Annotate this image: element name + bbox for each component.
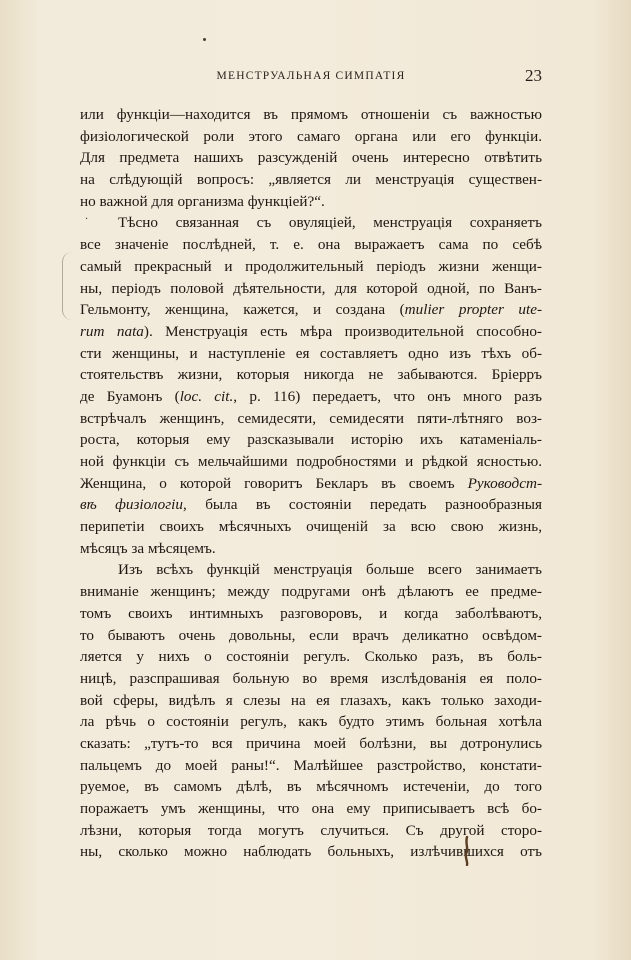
text-segment: Женщина, о которой говоритъ Бекларъ въ своемъ [80, 474, 468, 492]
text-line: все значеніе послѣдней, т. е. она выражаетъ сама по себѣ [80, 236, 542, 254]
text-line: мѣсяцъ за мѣсяцемъ. [80, 539, 216, 557]
margin-dot: · [85, 214, 89, 225]
text-segment: , р. 116) передаетъ, что онъ много разъ [233, 387, 542, 405]
text-line: ницѣ, разспрашивая больную во время изслѣдованія ея поло- [80, 669, 542, 687]
text-line: перипетіи своихъ мѣсячныхъ очищеній за всю свою жизнь, [80, 518, 542, 536]
text-line: ны, періодъ половой дѣятельности, для которой одной, по Ванъ- [80, 279, 542, 297]
text-line [80, 299, 542, 321]
text-line: пальцемъ до моей раны!“. Малѣйшее разстройство, констати- [80, 756, 542, 774]
text-line: Для предмета нашихъ разсужденій очень интересно отвѣтить [80, 149, 542, 167]
page-number: 23 [525, 66, 542, 85]
text-line: встрѣчалъ женщинъ, семидесяти, семидесяти пяти-лѣтняго воз- [80, 409, 542, 427]
paper-speck [203, 38, 206, 41]
text-line: руемое, въ самомъ дѣлѣ, въ мѣсячномъ истеченіи, до того [80, 778, 542, 796]
latin-phrase: mulier propter ute- [404, 301, 542, 319]
running-head [80, 66, 542, 88]
text-line: ной функціи съ мельчайшими подробностями и рѣдкой ясностью. [80, 453, 542, 470]
text-line: на слѣдующій вопросъ: „является ли менструація существен- [80, 171, 542, 189]
latin-phrase-end: rum nata [80, 322, 144, 340]
text-segment: , была въ состояніи передать разнообразныя [183, 496, 542, 514]
text-line: ны, сколько можно наблюдать больныхъ, излѣчившихся отъ [80, 843, 542, 861]
text-line: вниманіе женщинъ; между подругами онѣ дѣлаютъ ее предме- [80, 583, 542, 601]
book-title-end: вѣ физіологіи [80, 496, 183, 514]
text-segment: Гельмонту, женщина, кажется, и создана ( [80, 301, 405, 319]
text-line: лѣзни, которыя тогда могутъ случиться. Съ другой сторо- [80, 821, 542, 839]
body-text [80, 104, 542, 863]
text-line: ла рѣчь о состояніи регулъ, какъ будто этимъ больная хотѣла [80, 713, 542, 731]
margin-pencil-mark [62, 252, 77, 320]
text-line: физіологической роли этого самаго органа или его функціи. [80, 127, 542, 145]
text-line: роста, которыя ему разсказывали исторію ихъ катаменіаль- [80, 431, 542, 449]
running-title: МЕНСТРУАЛЬНАЯ СИМПАТІЯ [216, 70, 406, 82]
text-line: вой сферы, видѣлъ я слезы на ея глазахъ, какъ только заходи- [80, 691, 542, 709]
text-line: стоятельствъ жизни, которыя никогда не забываются. Бріерръ [80, 366, 542, 384]
text-line: томъ своихъ интимныхъ разговоровъ, и когда заболѣваютъ, [80, 604, 542, 622]
paragraph-start-line: Тѣсно связанная съ овуляціей, менструація сохраняетъ [118, 214, 542, 232]
text-line: поражаетъ умъ женщины, что она ему приписываетъ всѣ бо- [80, 800, 542, 817]
text-line: но важной для организма функціей?“. [80, 192, 325, 210]
text-line [80, 494, 542, 516]
text-line: самый прекрасный и продолжительный періодъ жизни женщи- [80, 257, 542, 275]
text-line: ляется у нихъ о состояніи регулъ. Сколько разъ, въ боль- [80, 648, 542, 666]
text-segment: де Буамонъ ( [80, 387, 180, 405]
text-segment: ). Менструація есть мѣра производительной способно- [143, 322, 542, 340]
text-line [80, 386, 542, 408]
ink-stroke-mark [462, 836, 472, 866]
text-line: сти женщины, и наступленіе ея составляетъ одно изъ тѣхъ об- [80, 344, 542, 362]
text-line [80, 321, 542, 343]
paragraph-start-line: Изъ всѣхъ функцій менструація больше всего занимаетъ [118, 561, 542, 579]
text-line: то бываютъ очень довольны, если врачъ деликатно освѣдом- [80, 626, 542, 644]
text-line: сказать: „тутъ-то вся причина моей болѣзни, вы дотронулись [80, 734, 542, 752]
citation: loc. cit. [179, 387, 234, 405]
text-line [80, 473, 542, 495]
book-title: Руководст- [467, 474, 542, 492]
text-line: или функціи—находится въ прямомъ отношеніи съ важностью [80, 106, 542, 123]
